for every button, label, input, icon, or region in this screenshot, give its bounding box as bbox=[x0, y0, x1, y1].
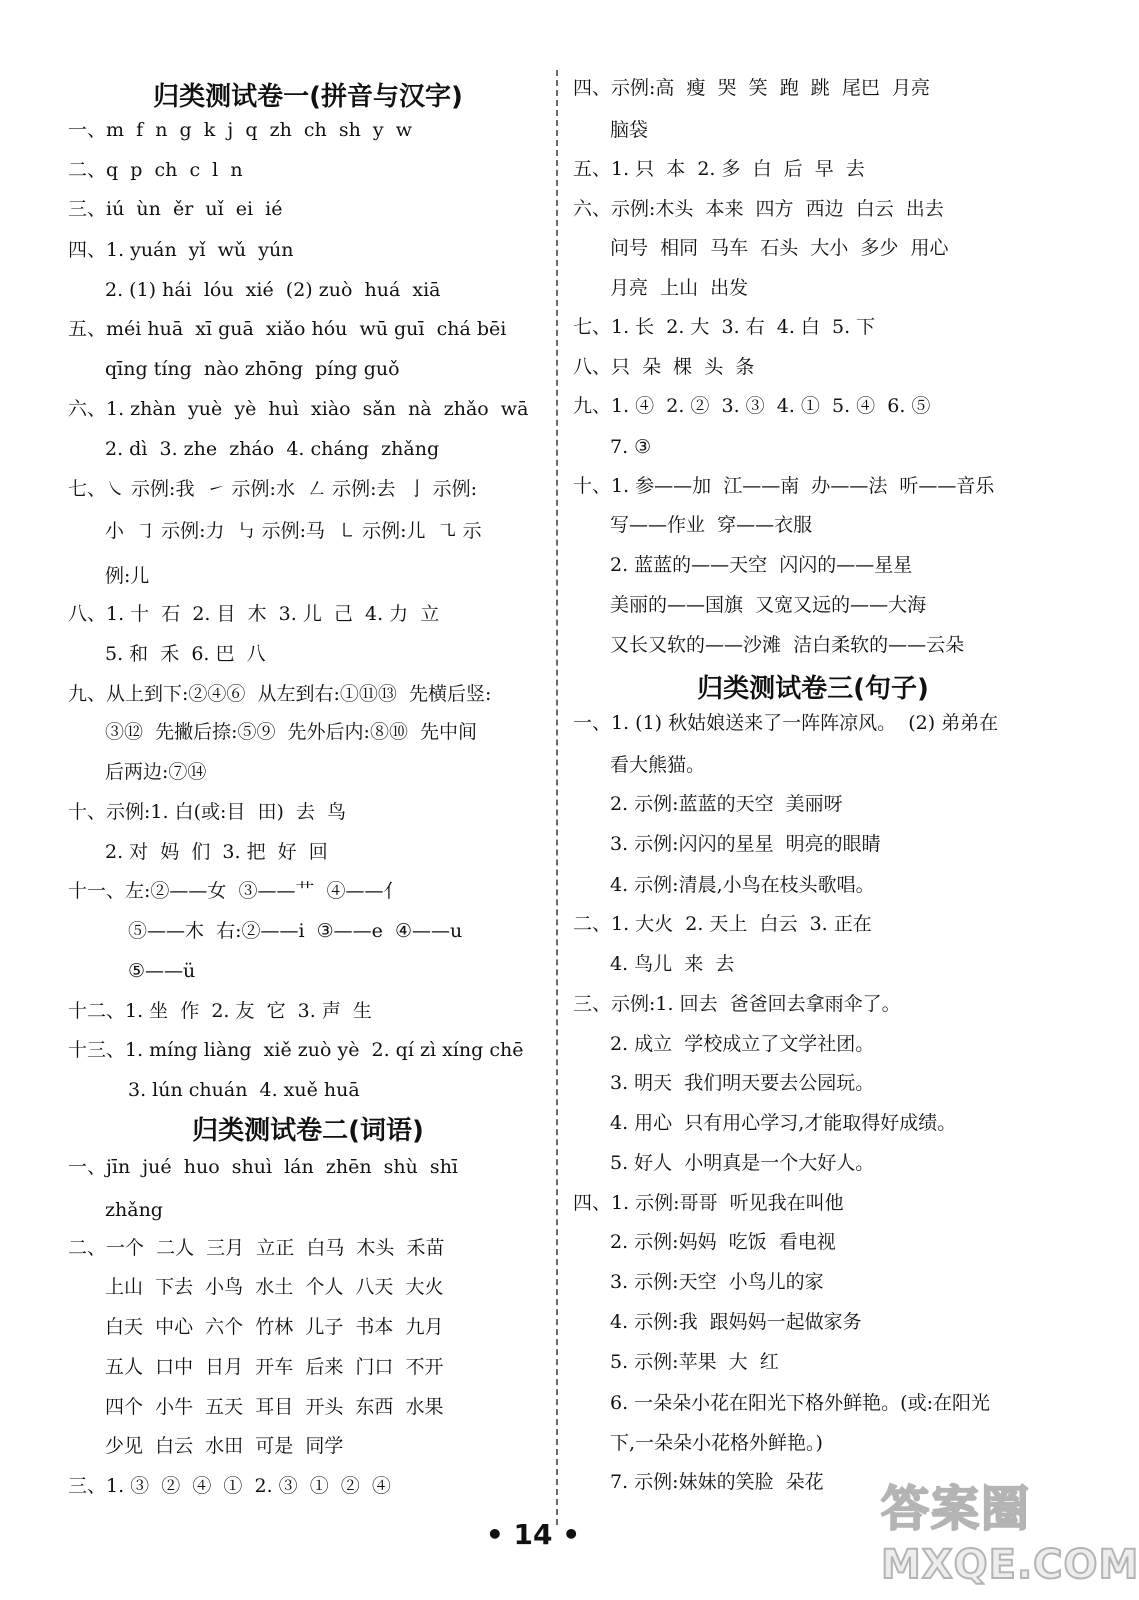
page-number: • 14 • bbox=[485, 1518, 581, 1551]
answer-line: 十、示例:1. 白(或:目 田) 去 鸟 bbox=[68, 801, 347, 823]
answer-line: ③⑫ 先撇后捺:⑤⑨ 先外后内:⑧⑩ 先中间 bbox=[105, 721, 478, 743]
answer-line: 7. 示例:妹妹的笑脸 朵花 bbox=[610, 1471, 824, 1493]
answer-line: 4. 鸟儿 来 去 bbox=[610, 953, 735, 975]
column-divider bbox=[556, 70, 558, 1525]
answer-line: 一、1. (1) 秋姑娘送来了一阵阵凉风。 (2) 弟弟在 bbox=[573, 712, 999, 734]
answer-line: 二、1. 大火 2. 天上 白云 3. 正在 bbox=[573, 913, 872, 935]
answer-line: 二、q p ch c l n bbox=[68, 159, 243, 181]
answer-line: 七、1. 长 2. 大 3. 右 4. 白 5. 下 bbox=[573, 316, 876, 338]
answer-line: 小 ㇆ 示例:力 ㇉ 示例:马 ㇄ 示例:儿 ㇈ 示 bbox=[105, 520, 482, 542]
answer-line: 十二、1. 坐 作 2. 友 它 3. 声 生 bbox=[68, 1000, 372, 1022]
answer-line: 例:儿 bbox=[105, 565, 150, 587]
answer-line: 一、m f n g k j q zh ch sh y w bbox=[68, 119, 412, 141]
answer-line: 少见 白云 水田 可是 同学 bbox=[105, 1435, 344, 1457]
answer-line: 月亮 上山 出发 bbox=[610, 277, 749, 299]
answer-line: ⑤——木 右:②——i ③——e ④——u bbox=[128, 920, 463, 942]
watermark-url: MXQE.COM bbox=[881, 1542, 1139, 1588]
answer-line: 六、1. zhàn yuè yè huì xiào sǎn nà zhǎo wā bbox=[68, 398, 529, 420]
answer-line: 5. 示例:苹果 大 红 bbox=[610, 1351, 779, 1373]
answer-line: 3. 示例:闪闪的星星 明亮的眼睛 bbox=[610, 833, 881, 855]
answer-line: 七、㇏ 示例:我 ㇀ 示例:水 ㇜ 示例:去 亅 示例: bbox=[68, 478, 478, 500]
answer-line: 又长又软的——沙滩 洁白柔软的——云朵 bbox=[610, 634, 965, 656]
answer-line: 五人 口中 日月 开车 后来 门口 不开 bbox=[105, 1356, 444, 1378]
answer-line: 九、1. ④ 2. ② 3. ③ 4. ① 5. ④ 6. ⑤ bbox=[573, 395, 931, 417]
answer-line: 3. 明天 我们明天要去公园玩。 bbox=[610, 1072, 875, 1094]
answer-line: 写——作业 穿——衣服 bbox=[610, 514, 813, 536]
answer-line: 三、iú ùn ěr uǐ ei ié bbox=[68, 198, 283, 220]
answer-line: 二、一个 二人 三月 立正 白马 木头 禾苗 bbox=[68, 1237, 445, 1259]
answer-line: 美丽的——国旗 又宽又远的——大海 bbox=[610, 594, 927, 616]
answer-line: 2. dì 3. zhe zháo 4. cháng zhǎng bbox=[105, 438, 440, 460]
answer-line: 3. lún chuán 4. xuě huā bbox=[128, 1079, 360, 1101]
answer-line: 4. 示例:我 跟妈妈一起做家务 bbox=[610, 1311, 862, 1333]
section-title-3: 归类测试卷三(句子) bbox=[697, 674, 929, 704]
answer-line: 脑袋 bbox=[610, 119, 649, 141]
answer-line: 八、1. 十 石 2. 目 木 3. 儿 己 4. 力 立 bbox=[68, 603, 440, 625]
answer-line: 2. 对 妈 们 3. 把 好 回 bbox=[105, 841, 328, 863]
watermark-logo-text: 答案圈 bbox=[881, 1481, 1032, 1537]
answer-line: 3. 示例:天空 小鸟儿的家 bbox=[610, 1271, 824, 1293]
answer-line: 问号 相同 马车 石头 大小 多少 用心 bbox=[610, 237, 949, 259]
answer-line: 6. 一朵朵小花在阳光下格外鲜艳。(或:在阳光 bbox=[610, 1392, 990, 1414]
answer-line: 4. 用心 只有用心学习,才能取得好成绩。 bbox=[610, 1112, 957, 1134]
answer-line: 四、示例:高 瘦 哭 笑 跑 跳 尾巴 月亮 bbox=[573, 77, 930, 99]
watermark-logo bbox=[875, 1470, 1139, 1590]
answer-line: 下,一朵朵小花格外鲜艳。) bbox=[610, 1432, 823, 1454]
answer-line: 2. 蓝蓝的——天空 闪闪的——星星 bbox=[610, 554, 913, 576]
answer-line: 四、1. yuán yǐ wǔ yún bbox=[68, 239, 294, 261]
answer-line: 四、1. 示例:哥哥 听见我在叫他 bbox=[573, 1192, 844, 1214]
answer-line: 三、1. ③ ② ④ ① 2. ③ ① ② ④ bbox=[68, 1475, 391, 1497]
answer-line: 五、1. 只 本 2. 多 白 后 早 去 bbox=[573, 158, 865, 180]
answer-line: qīng tíng nào zhōng píng guǒ bbox=[105, 358, 400, 380]
answer-line: 2. 示例:妈妈 吃饭 看电视 bbox=[610, 1231, 836, 1253]
answer-line: 上山 下去 小鸟 水土 个人 八天 大火 bbox=[105, 1276, 444, 1298]
answer-line: 十三、1. míng liàng xiě zuò yè 2. qí zì xíng chē bbox=[68, 1039, 524, 1061]
answer-line: 九、从上到下:②④⑥ 从左到右:①⑪⑬ 先横后竖: bbox=[68, 683, 492, 705]
answer-line: 2. 成立 学校成立了文学社团。 bbox=[610, 1033, 875, 1055]
answer-line: 4. 示例:清晨,小鸟在枝头歌唱。 bbox=[610, 874, 875, 896]
answer-line: 八、只 朵 棵 头 条 bbox=[573, 356, 755, 378]
section-title-1: 归类测试卷一(拼音与汉字) bbox=[153, 82, 463, 112]
answer-line: 7. ③ bbox=[610, 436, 652, 458]
answer-line: 5. 好人 小明真是一个大好人。 bbox=[610, 1152, 875, 1174]
answer-line: 十、1. 参——加 江——南 办——法 听——音乐 bbox=[573, 475, 995, 497]
answer-line: 四个 小牛 五天 耳目 开头 东西 水果 bbox=[105, 1396, 444, 1418]
answer-line: 一、jīn jué huo shuì lán zhēn shù shī bbox=[68, 1156, 459, 1178]
answer-line: 2. 示例:蓝蓝的天空 美丽呀 bbox=[610, 793, 843, 815]
answer-line: 五、méi huā xī guā xiǎo hóu wū guī chá bēi bbox=[68, 318, 507, 340]
answer-line: 三、示例:1. 回去 爸爸回去拿雨伞了。 bbox=[573, 993, 901, 1015]
answer-line: 十一、左:②——女 ③——艹 ④——亻 bbox=[68, 880, 403, 902]
answer-line: 2. (1) hái lóu xié (2) zuò huá xiā bbox=[105, 279, 441, 301]
answer-line: ⑤——ü bbox=[128, 960, 196, 982]
answer-line: 5. 和 禾 6. 巴 八 bbox=[105, 643, 266, 665]
answer-line: zhǎng bbox=[105, 1199, 163, 1221]
section-title-2: 归类测试卷二(词语) bbox=[192, 1116, 424, 1146]
answer-line: 后两边:⑦⑭ bbox=[105, 761, 207, 783]
answer-line: 看大熊猫。 bbox=[610, 754, 706, 776]
answer-line: 六、示例:木头 本来 四方 西边 白云 出去 bbox=[573, 198, 944, 220]
answer-line: 白天 中心 六个 竹林 儿子 书本 九月 bbox=[105, 1316, 444, 1338]
